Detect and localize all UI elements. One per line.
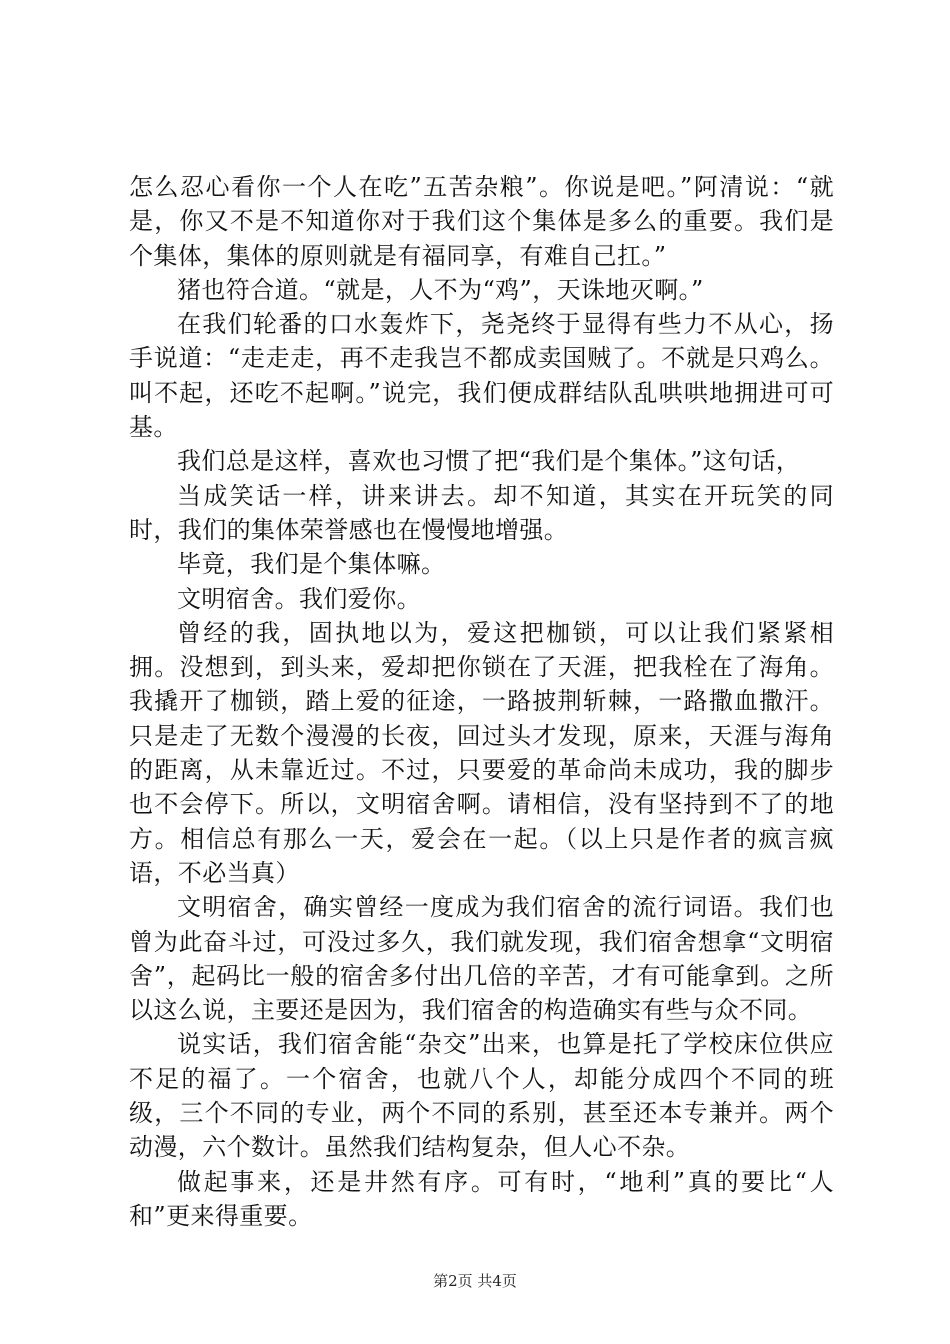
body-text xyxy=(129,170,834,1233)
paragraph-7: 文明宿舍。我们爱你。 xyxy=(177,584,421,613)
paragraph-6: 毕竟，我们是个集体嘛。 xyxy=(177,550,446,579)
paragraph-3: 在我们轮番的口水轰炸下，尧尧终于显得有些力不从心，扬手说道：“走走走，再不走我岂不都成卖国贼了。不就是只鸡么。叫不起，还吃不起啊。”说完，我们便成群结队乱哄哄地拥进可可基。 xyxy=(129,310,834,442)
paragraph-1: 怎么忍心看你一个人在吃”五苦杂粮”。你说是吧。”阿清说：“就是，你又不是不知道你对于我们这个集体是多么的重要。我们是个集体，集体的原则就是有福同享，有难自己扛。” xyxy=(129,173,834,270)
paragraph-5: 当成笑话一样，讲来讲去。却不知道，其实在开玩笑的同时，我们的集体荣誉感也在慢慢地增强。 xyxy=(129,481,834,544)
page-footer: 第2页 共4页 xyxy=(433,1272,517,1290)
paragraph-8: 曾经的我，固执地以为，爱这把枷锁，可以让我们紧紧相拥。没想到，到头来，爱却把你锁在了天涯，把我栓在了海角。我撬开了枷锁，踏上爱的征途，一路披荆斩棘，一路撒血撒汗。只是走了无数个漫漫的长夜，回过头才发现，原来，天涯与海角的距离，从未靠近过。不过，只要爱的革命尚未成功，我的脚步也不会停下。所以，文明宿舍啊。请相信，没有坚持到不了的地方。相信总有那么一天，爱会在一起。（以上只是作者的疯言疯语，不必当真） xyxy=(129,618,834,887)
paragraph-10: 说实话，我们宿舍能“杂交”出来，也算是托了学校床位供应不足的福了。一个宿舍，也就八个人，却能分成四个不同的班级，三个不同的专业，两个不同的系别，甚至还本专兼并。两个动漫，六个数计。虽然我们结构复杂，但人心不杂。 xyxy=(129,1030,834,1162)
paragraph-9: 文明宿舍，确实曾经一度成为我们宿舍的流行词语。我们也曾为此奋斗过，可没过多久，我们就发现，我们宿舍想拿“文明宿舍”，起码比一般的宿舍多付出几倍的辛苦，才有可能拿到。之所以这么说，主要还是因为，我们宿舍的构造确实有些与众不同。 xyxy=(129,893,834,1025)
paragraph-4: 我们总是这样，喜欢也习惯了把“我们是个集体。”这句话， xyxy=(177,447,801,476)
paragraph-11: 做起事来，还是井然有序。可有时，“地利”真的要比“人和”更来得重要。 xyxy=(129,1167,834,1230)
paragraph-2: 猪也符合道。“就是，人不为“鸡”，天诛地灭啊。” xyxy=(177,275,704,304)
